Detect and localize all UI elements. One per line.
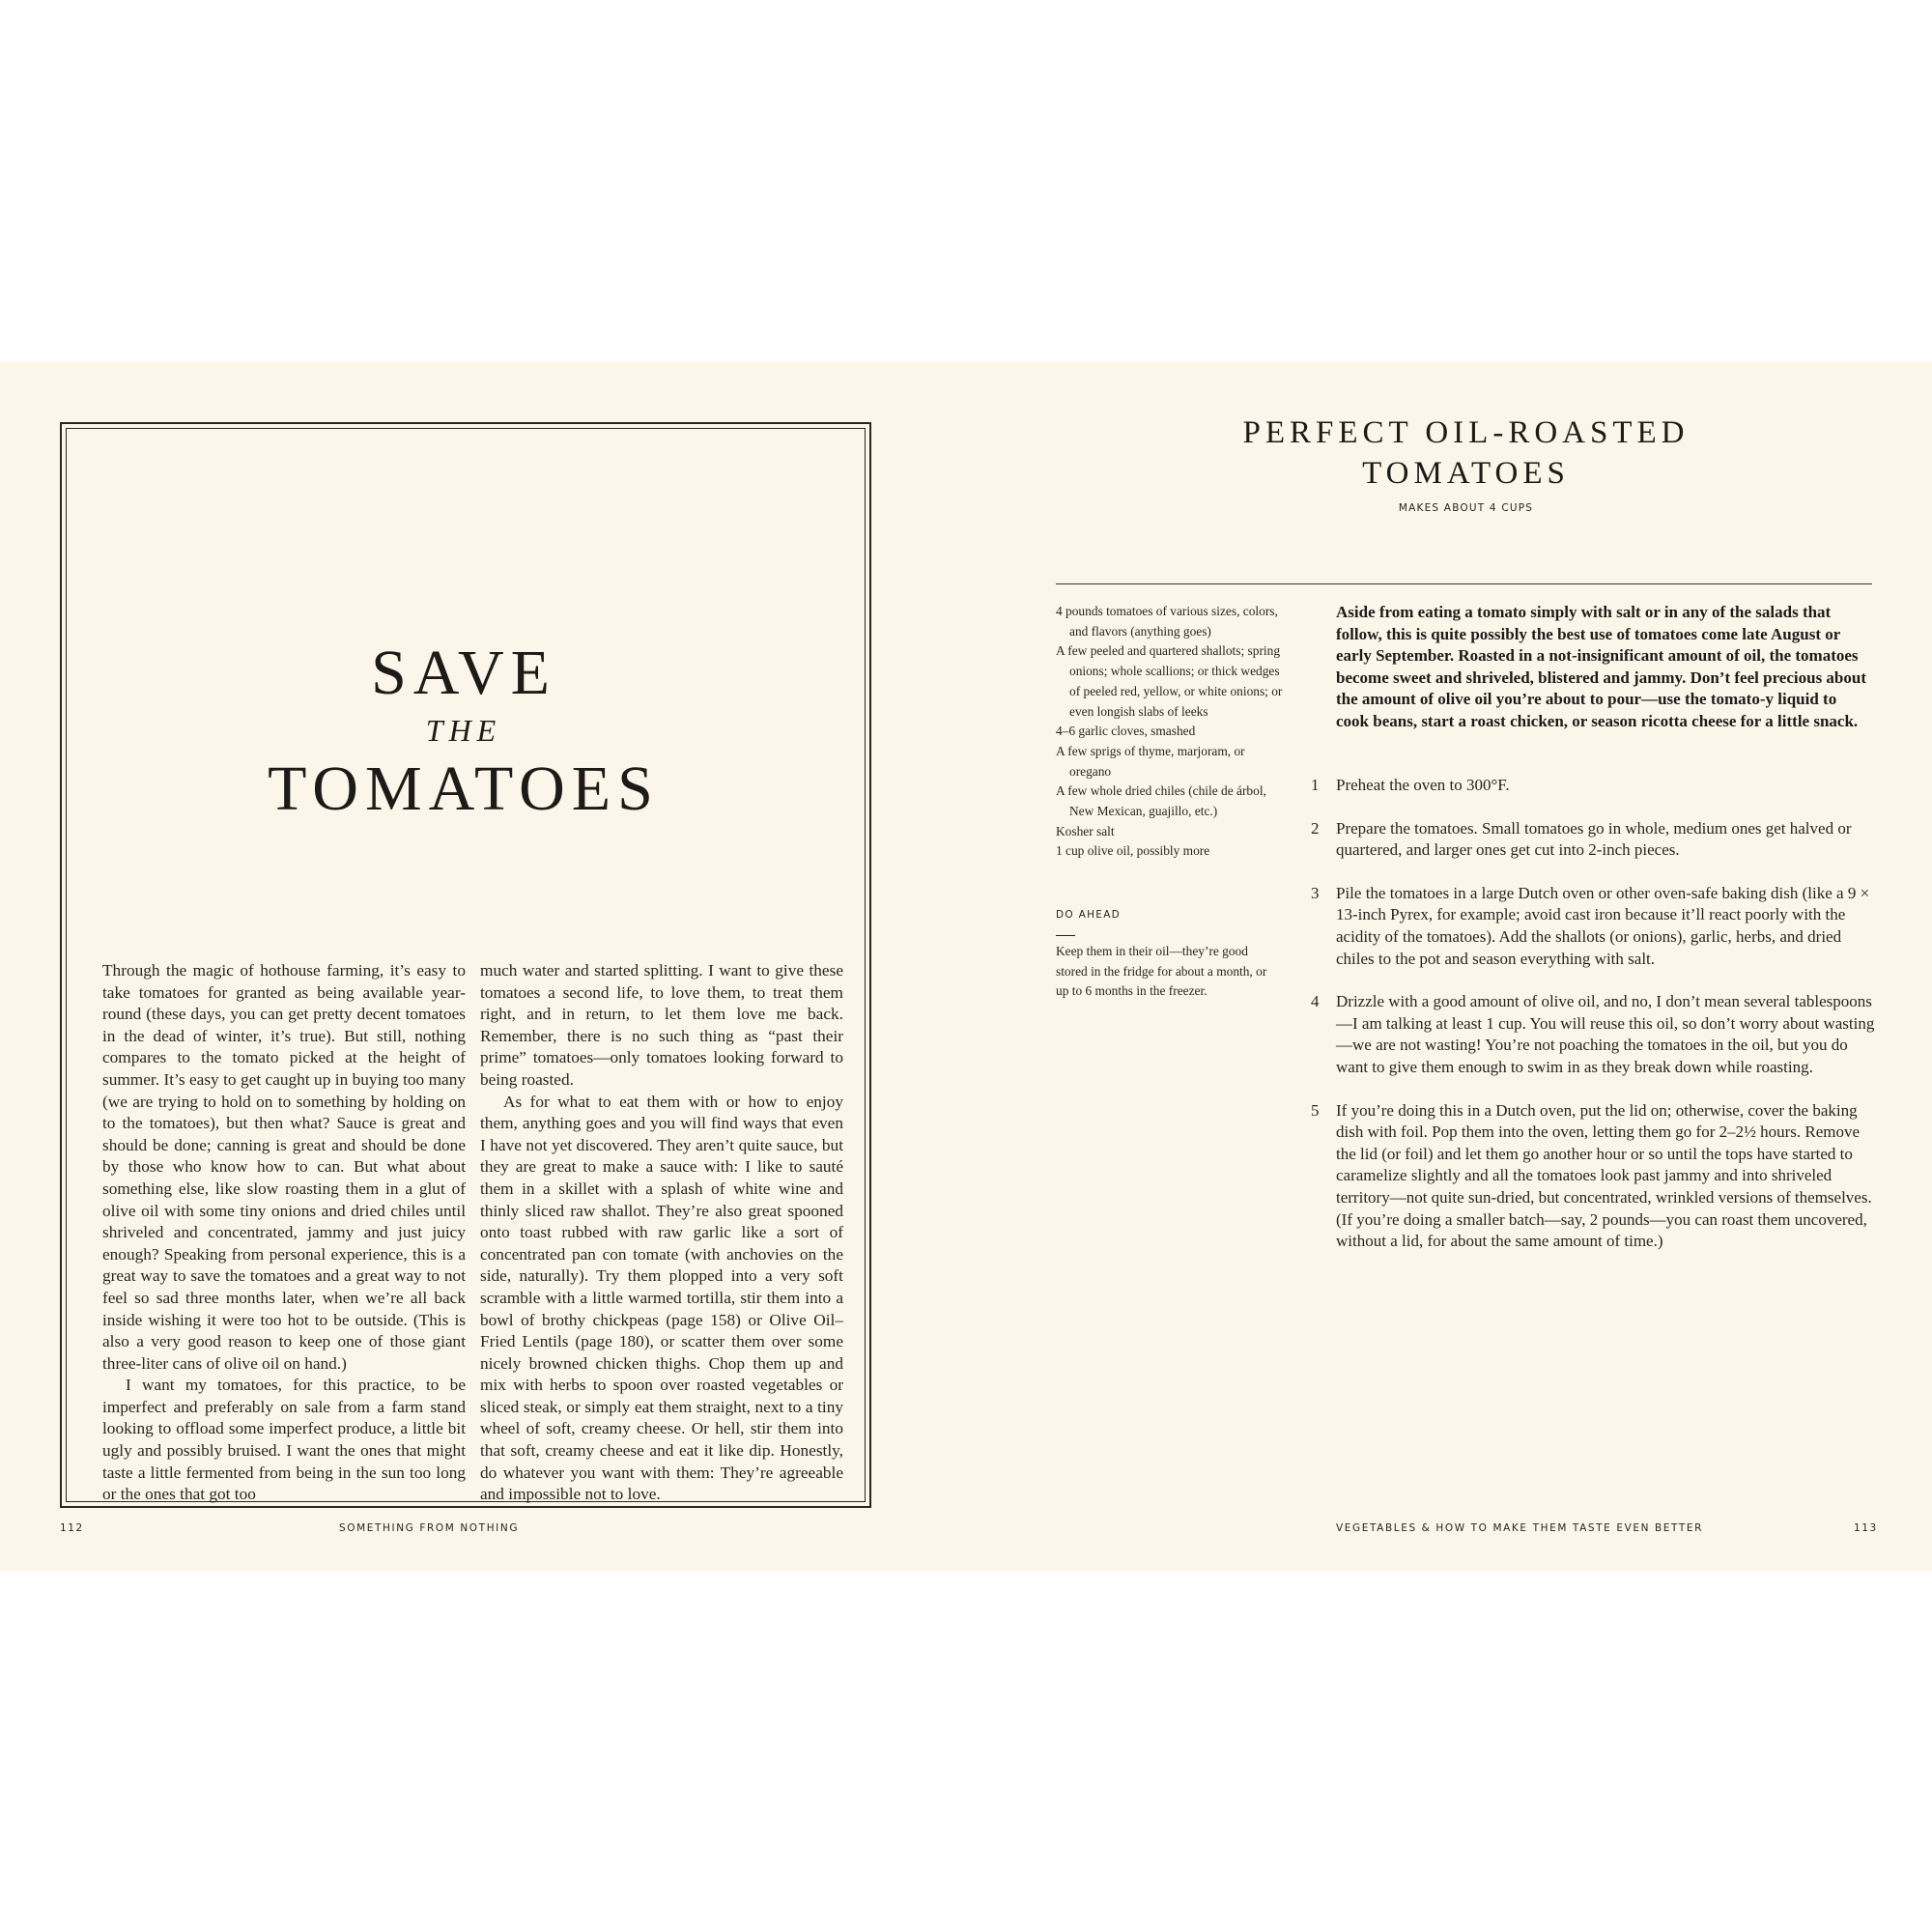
recipe-steps [1311, 775, 1881, 1274]
step-text: Pile the tomatoes in a large Dutch oven or other oven-safe baking dish (like a 9 × 13-inch Pyrex, for example; avoid cast iron because it’ll react poorly with the acidity of the tomatoes). Add the shallots (or onions), garlic, herbs, and dried chiles to the pot and season everything with salt. [1336, 883, 1870, 968]
ingredient-item: A few sprigs of thyme, marjoram, or oregano [1056, 743, 1245, 779]
step-number: 5 [1311, 1100, 1320, 1120]
essay-paragraph: I want my tomatoes, for this practice, to be imperfect and preferably on sale from a farm stand looking to offload some imperfect produce, a little bit ugly and possibly bruised. I want the ones that might taste a little fermented from being in the sun too long or the ones that got too [102, 1376, 466, 1504]
ingredient-item: 1 cup olive oil, possibly more [1056, 843, 1210, 859]
running-head-left: SOMETHING FROM NOTHING [339, 1522, 520, 1534]
step-text: If you’re doing this in a Dutch oven, put the lid on; otherwise, cover the baking dish with foil. Pop them into the oven, letting them go for 2–2½ hours. Remove the lid (or foil) and let them go another hour or so until the tops have started to caramelize slightly and all the tomatoes look past jammy and into shriveled territory—not quite sun-dried, but concentrated, wrinkled versions of themselves. (If you’re doing a smaller batch—say, 2 pounds—you can roast them uncovered, without a lid, for about the same amount of time.) [1336, 1100, 1872, 1251]
essay-column-2 [480, 960, 843, 1506]
page-number-left: 112 [60, 1522, 84, 1534]
ingredient-item: 4–6 garlic cloves, smashed [1056, 724, 1196, 739]
recipe-title-line-2: TOMATOES [1362, 456, 1570, 491]
chapter-title-line-1: SAVE [371, 638, 556, 708]
page-number-right: 113 [1854, 1522, 1878, 1534]
recipe-step [1311, 991, 1881, 1078]
do-ahead-text: Keep them in their oil—they’re good stored in the fridge for about a month, or up to 6 months in the freezer. [1056, 944, 1267, 999]
section-divider [1056, 583, 1872, 584]
recipe-step [1311, 775, 1881, 797]
recipe-step [1311, 818, 1881, 862]
step-number: 1 [1311, 776, 1320, 794]
recipe-step [1311, 883, 1881, 970]
step-text: Prepare the tomatoes. Small tomatoes go in whole, medium ones get halved or quartered, and larger ones get cut into 2-inch pieces. [1336, 818, 1852, 860]
do-ahead-divider [1056, 935, 1075, 936]
title-frame [60, 422, 871, 1508]
running-head-right: VEGETABLES & HOW TO MAKE THEM TASTE EVEN BETTER [1336, 1522, 1704, 1534]
recipe-step [1311, 1100, 1881, 1253]
step-text: Preheat the oven to 300°F. [1336, 776, 1510, 794]
recipe-headnote: Aside from eating a tomato simply with salt or in any of the salads that follow, this is quite possibly the best use of tomatoes come late August or early September. Roasted in a not-insignificant amount of oil, the tomatoes become sweet and shriveled, blistered and jammy. Don’t feel precious about the amount of olive oil you’re about to pour—use the tomato-y liquid to cook beans, start a roast chicken, or season ricotta cheese for a little snack. [1336, 603, 1867, 730]
do-ahead-label: DO AHEAD [1056, 909, 1122, 921]
essay-paragraph: Through the magic of hothouse farming, it’s easy to take tomatoes for granted as being available year-round (these days, you can get pretty decent tomatoes in the dead of winter, it’s true). But still, nothing compares to the tomato picked at the height of summer. It’s easy to get caught up in buying too many (we are trying to hold on to something by holding on to the tomatoes), but then what? Sauce is great and should be done; canning is great and should be done by those who know how to can. But what about something else, like slow roasting them in a glut of olive oil with some tiny onions and dried chiles until shriveled and concentrated, jammy and just juicy enough? Speaking from personal experience, this is a great way to save the tomatoes and a great way to not feel so sad three months later, when we’re all back inside wishing it were too hot to be outside. (This is also a very good reason to keep one of those giant three-liter cans of olive oil on hand.) [102, 961, 466, 1373]
recipe-title-line-1: PERFECT OIL-ROASTED [1242, 415, 1690, 450]
step-number: 3 [1311, 883, 1320, 902]
step-text: Drizzle with a good amount of olive oil, and no, I don’t mean several tablespoons—I am talking at least 1 cup. You will reuse this oil, so don’t worry about wasting—we are not wasting! You’re not poaching the tomatoes in the oil, but you do want to give them enough to swim in as they break down while roasting. [1336, 992, 1875, 1076]
chapter-title-line-2: THE [425, 713, 502, 748]
recipe-yield: MAKES ABOUT 4 CUPS [1398, 502, 1534, 514]
ingredient-item: A few whole dried chiles (chile de árbol, New Mexican, guajillo, etc.) [1056, 783, 1266, 819]
chapter-title-line-3: TOMATOES [268, 753, 660, 824]
chapter-title [62, 637, 866, 828]
essay-paragraph: much water and started splitting. I want to give these tomatoes a second life, to love them, to treat them right, and in return, to let them love me back. Remember, there is no such thing as “past their prime” tomatoes—only tomatoes looking forward to being roasted. [480, 961, 843, 1089]
essay-paragraph: As for what to eat them with or how to enjoy them, anything goes and you will find ways that even I have not yet discovered. They aren’t quite sauce, but they are great to make a sauce with: I like to sauté them in a skillet with a splash of white wine and thinly sliced raw shallot. They’re also great spooned onto toast rubbed with raw garlic like a sort of concentrated pan con tomate (with anchovies on the side, naturally). Try them plopped into a very soft scramble with a little warmed tortilla, stir them into a bowl of brothy chickpeas (page 158) or Olive Oil–Fried Lentils (page 180), or scatter them over some nicely browned chicken thighs. Chop them up and mix with herbs to spoon over roasted vegetables or sliced steak, or simply eat them straight, next to a tiny wheel of soft, creamy cheese. Or hell, stir them into that soft, creamy cheese and eat it like dip. Honestly, do whatever you want with them: They’re agreeable and impossible not to love. [480, 1092, 843, 1504]
ingredient-list [1056, 602, 1288, 862]
ingredient-item: A few peeled and quartered shallots; spring onions; whole scallions; or thick wedges of peeled red, yellow, or white onions; or even longish slabs of leeks [1056, 643, 1283, 719]
ingredient-item: Kosher salt [1056, 823, 1115, 838]
book-spread [0, 362, 1932, 1571]
step-number: 2 [1311, 818, 1320, 838]
ingredient-item: 4 pounds tomatoes of various sizes, colors, and flavors (anything goes) [1056, 604, 1278, 639]
step-number: 4 [1311, 992, 1320, 1011]
recipe-title [1043, 412, 1889, 494]
essay-column-1 [102, 960, 466, 1506]
